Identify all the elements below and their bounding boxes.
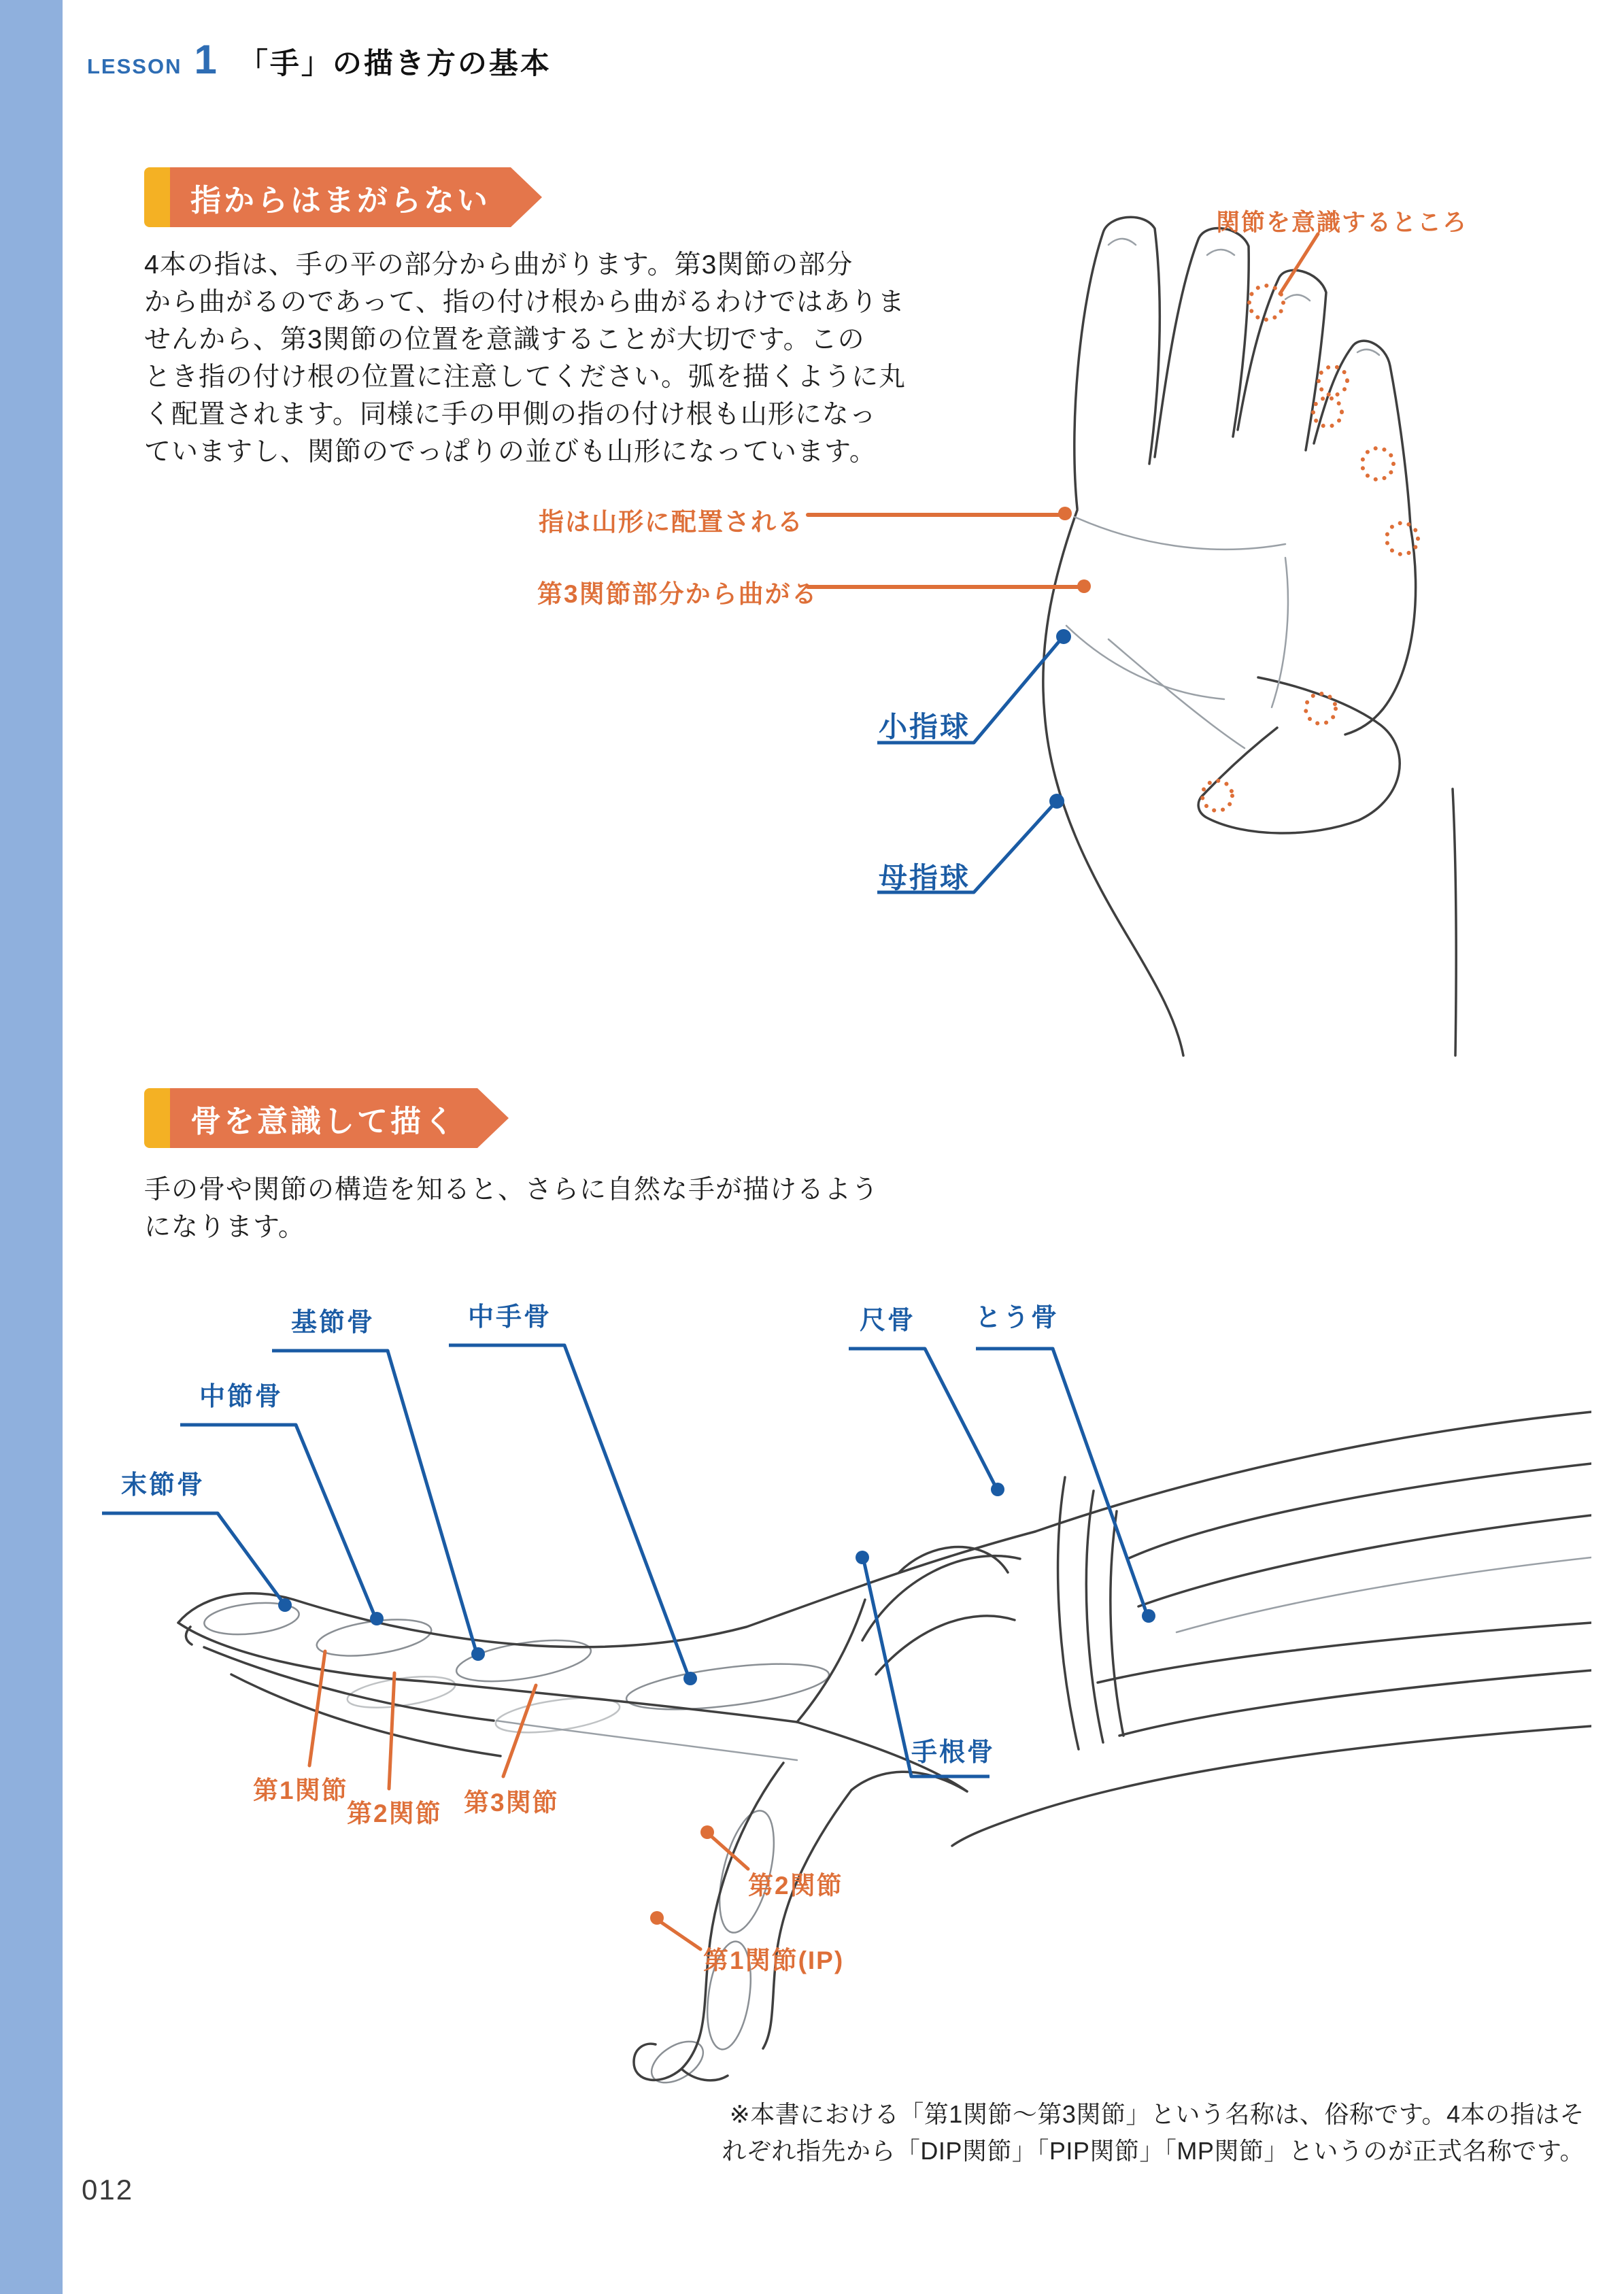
label-metacarpal: 中手骨: [468, 1303, 552, 1332]
label-arc-note: 指は山形に配置される: [539, 508, 804, 536]
skeleton-outline: [178, 1412, 1591, 2080]
skeleton-construction-lines: [496, 1557, 1591, 1760]
label-ulna: 尺骨: [860, 1306, 916, 1335]
hand-palm-sketch: [904, 190, 1591, 1075]
lesson-title: 「手」の描き方の基本: [238, 48, 552, 80]
label-joint-awareness: 関節を意識するところ: [1216, 209, 1468, 236]
palm-construction-lines: [1066, 239, 1379, 748]
section1-heading: 指からはまがらない: [170, 167, 511, 227]
paragraph-line: から曲がるのであって、指の付け根から曲がるわけではありま: [144, 288, 905, 317]
lesson-number: 1: [194, 37, 217, 82]
paragraph-line: になります。: [144, 1213, 305, 1242]
paragraph-line: 4本の指は、手の平の部分から曲がります。第3関節の部分: [144, 250, 853, 280]
lesson-eyebrow: LESSON: [87, 54, 182, 78]
paragraph-line: く配置されます。同様に手の甲側の指の付け根も山形になっ: [144, 400, 877, 429]
section1-paragraph: [144, 246, 960, 471]
label-distal-phalanx: 末節骨: [121, 1471, 205, 1500]
label-bend-note: 第3関節部分から曲がる: [537, 580, 818, 608]
section2-banner: [144, 1088, 509, 1148]
paragraph-line: せんから、第3関節の位置を意識することが大切です。この: [144, 325, 865, 354]
lesson-header: [87, 39, 552, 83]
paragraph-line: ていますし、関節のでっぱりの並びも山形になっています。: [144, 437, 877, 467]
label-carpal: 手根骨: [911, 1738, 996, 1767]
label-middle-phalanx: 中節骨: [199, 1383, 284, 1411]
label-joint1: 第1関節: [253, 1776, 348, 1804]
label-hypothenar: 小指球: [879, 711, 971, 743]
section1-banner: [144, 167, 542, 227]
banner-arrow-tip: [477, 1088, 509, 1148]
label-thumb-joint1-ip: 第1関節(IP): [703, 1946, 845, 1974]
paragraph-line: 手の骨や関節の構造を知ると、さらに自然な手が描けるよう: [144, 1175, 879, 1204]
section2-heading: 骨を意識して描く: [170, 1088, 477, 1148]
label-proximal-phalanx: 基節骨: [291, 1309, 375, 1337]
label-joint3: 第3関節: [464, 1789, 559, 1817]
hand-outline: [1043, 217, 1456, 1056]
label-radius: とう骨: [975, 1304, 1060, 1332]
footnote: [598, 2096, 1585, 2170]
footnote-line: れぞれ指先から「DIP関節」「PIP関節」「MP関節」というのが正式名称です。: [722, 2137, 1585, 2165]
section2-paragraph: [144, 1171, 1028, 1246]
banner-arrow-tip: [511, 167, 542, 227]
footnote-line: ※本書における「第1関節〜第3関節」という名称は、俗称です。4本の指はそ: [729, 2100, 1585, 2128]
label-joint2: 第2関節: [347, 1800, 442, 1827]
banner-yellow-tab: [144, 1088, 170, 1148]
paragraph-line: とき指の付け根の位置に注意してください。弧を描くように丸: [144, 362, 907, 392]
label-thumb-joint2: 第2関節: [748, 1872, 843, 1900]
page-edge-strip: [0, 0, 63, 2294]
hand-skeleton-sketch: [116, 1353, 1591, 2115]
label-thenar: 母指球: [879, 862, 971, 894]
page-number: 012: [82, 2174, 134, 2206]
banner-yellow-tab: [144, 167, 170, 227]
